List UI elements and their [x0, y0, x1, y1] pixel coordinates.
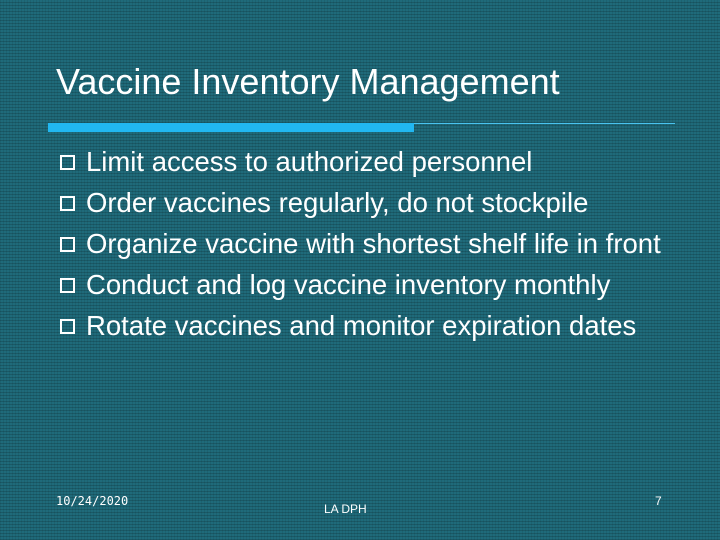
square-bullet-icon [60, 196, 75, 211]
bullet-item [60, 146, 700, 177]
bullet-text: Organize vaccine with shortest shelf life in front [86, 228, 661, 259]
title-underline-accent [48, 123, 414, 132]
bullet-text: Limit access to authorized personnel [86, 146, 533, 177]
footer-organization: LA DPH [324, 502, 367, 516]
page-number: 7 [655, 494, 662, 508]
bullet-text: Conduct and log vaccine inventory monthly [86, 269, 611, 300]
bullet-item [60, 187, 700, 218]
bullet-text: Order vaccines regularly, do not stockpile [86, 187, 589, 218]
square-bullet-icon [60, 155, 75, 170]
bullet-item [60, 310, 700, 341]
bullet-item [60, 269, 700, 300]
slide-title: Vaccine Inventory Management [56, 61, 560, 102]
square-bullet-icon [60, 237, 75, 252]
bullet-text: Rotate vaccines and monitor expiration dates [86, 310, 637, 341]
footer-date: 10/24/2020 [56, 494, 129, 508]
square-bullet-icon [60, 278, 75, 293]
bullet-list [60, 146, 700, 341]
square-bullet-icon [60, 319, 75, 334]
bullet-item [60, 228, 700, 259]
